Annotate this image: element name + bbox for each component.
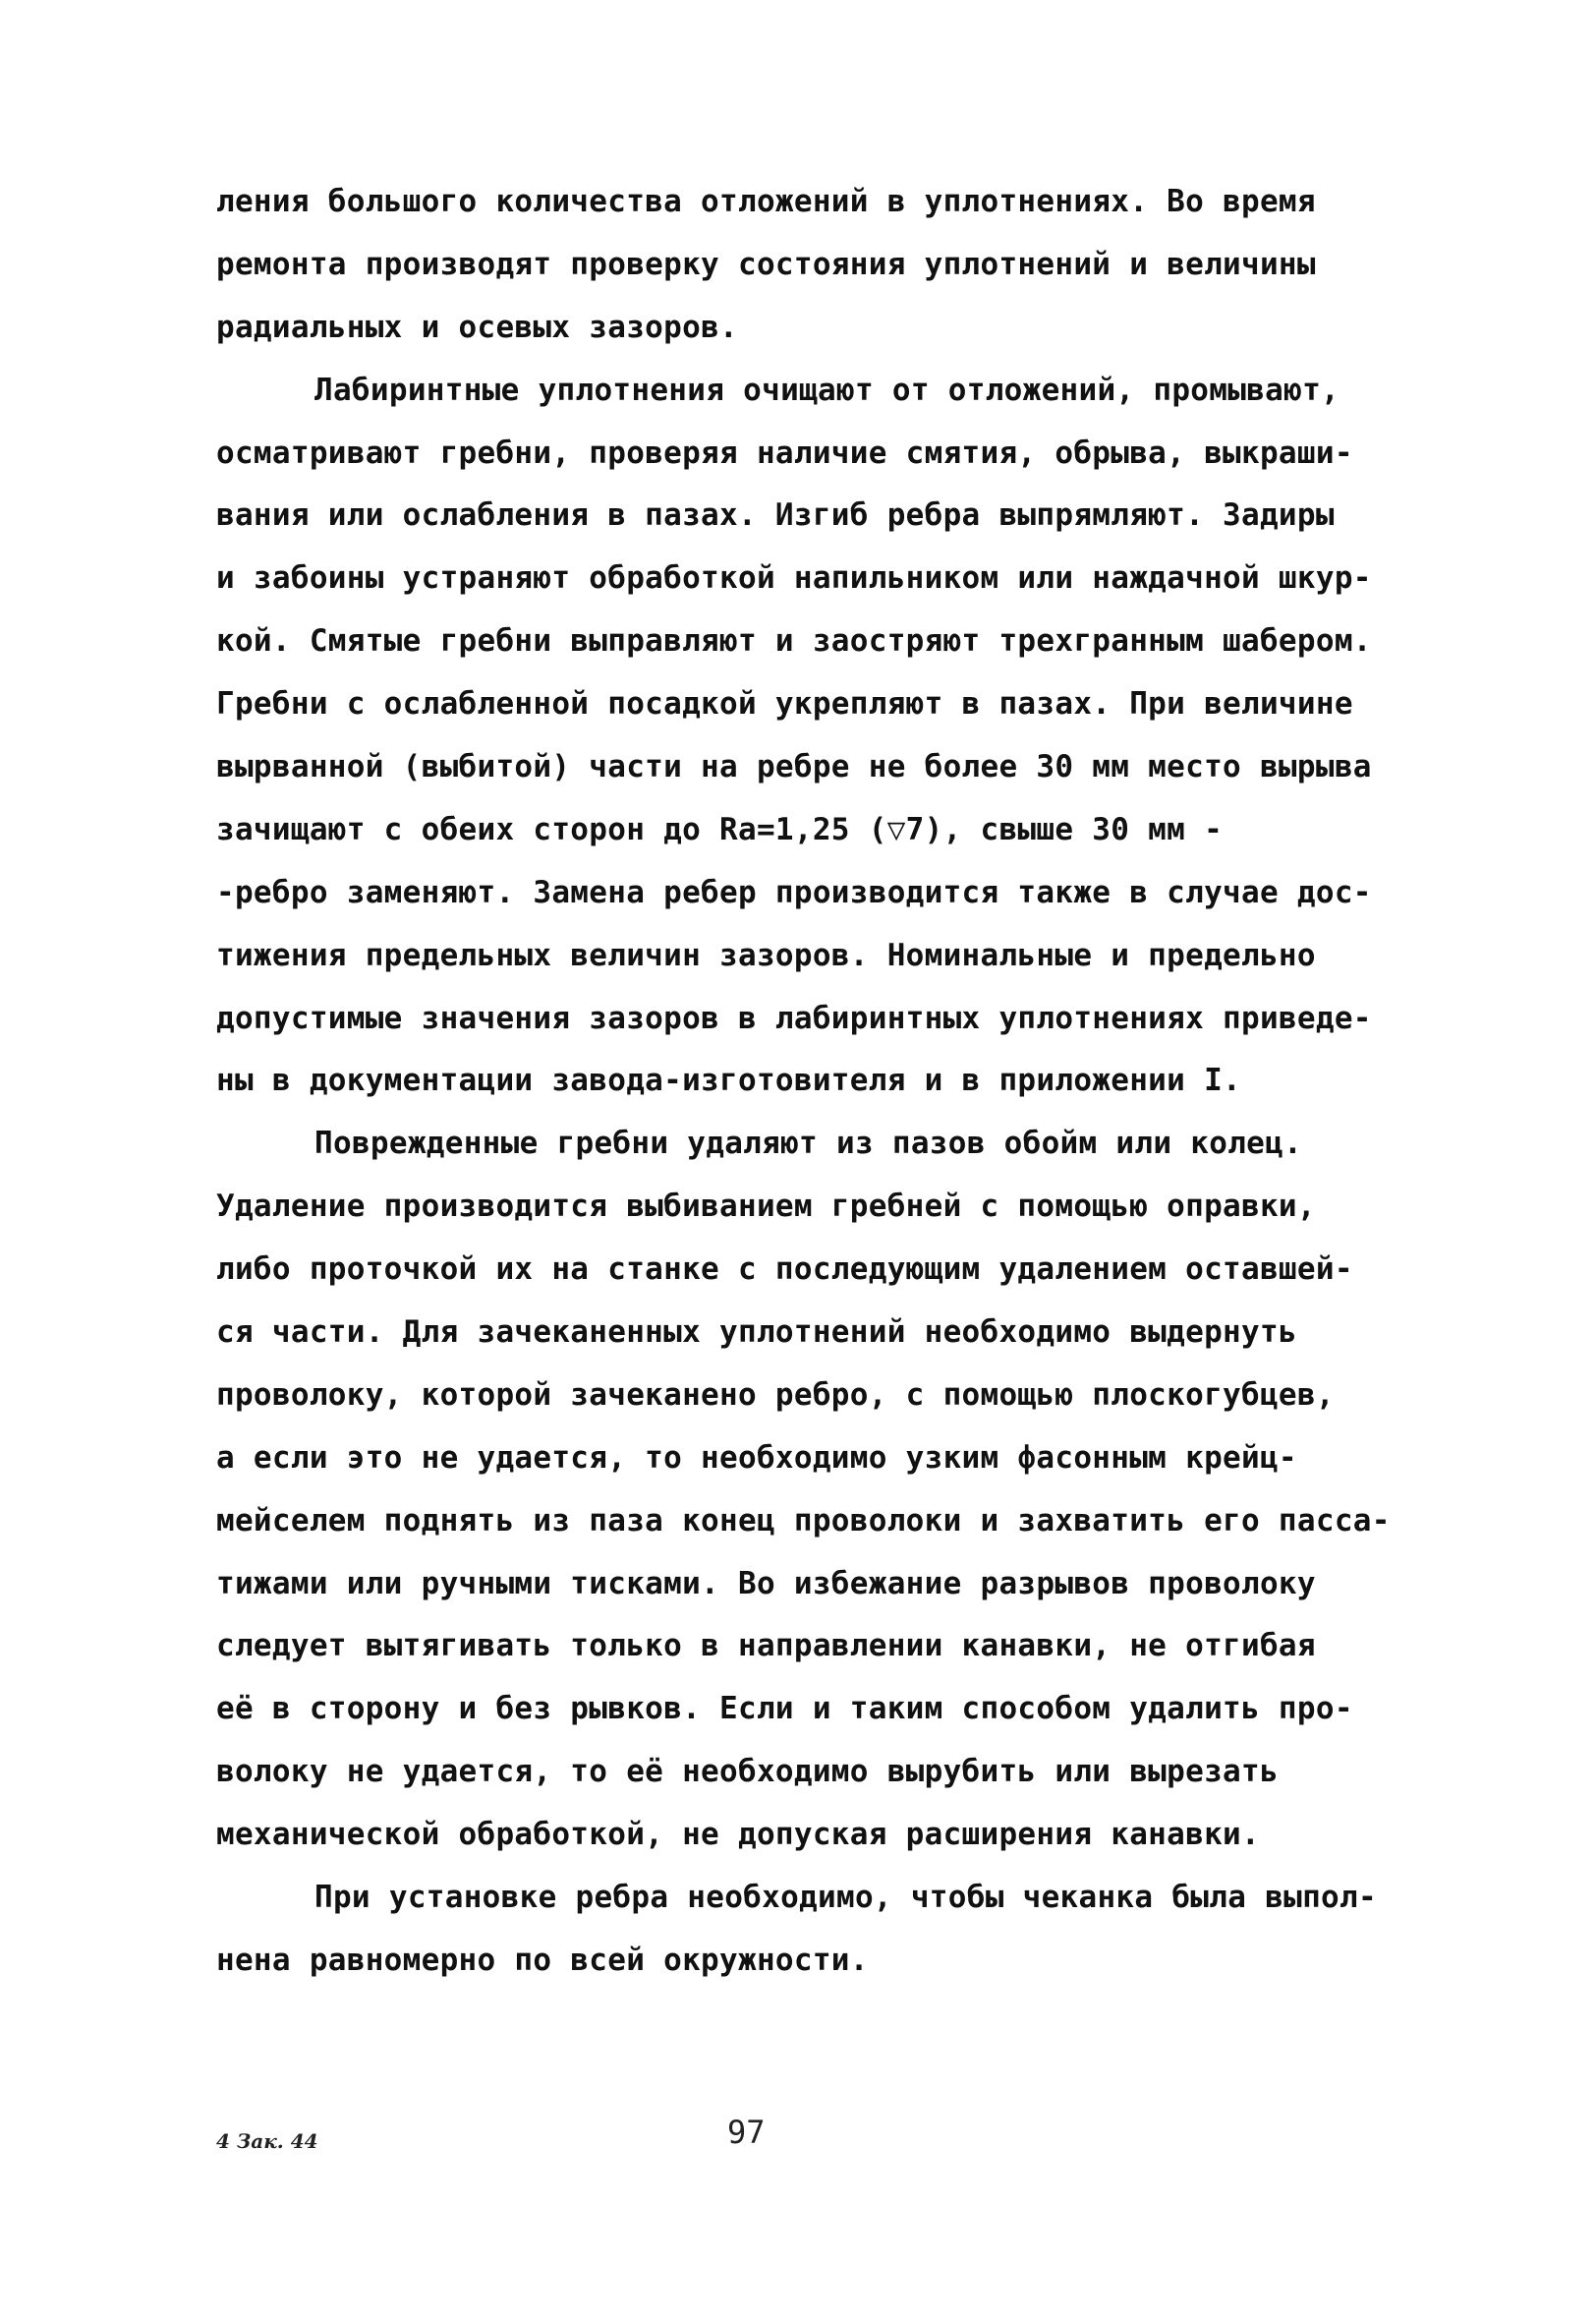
text-line: ся части. Для зачеканенных уплотнений необходимо выдернуть <box>216 1314 1297 1351</box>
text-line: допустимые значения зазоров в лабиринтных уплотнениях приведе- <box>216 1000 1372 1036</box>
paragraph-start-line: Поврежденные гребни удаляют из пазов обойм или колец. <box>314 1126 1303 1162</box>
text-line: ления большого количества отложений в уплотнениях. Во время <box>216 184 1316 219</box>
text-line: нена равномерно по всей окружности. <box>216 1942 869 1978</box>
text-line: проволоку, которой зачеканено ребро, с помощью плоскогубцев, <box>216 1376 1335 1413</box>
text-line: вания или ослабления в пазах. Изгиб ребра выпрямляют. Задиры <box>216 497 1335 534</box>
body-text <box>216 171 1405 1993</box>
text-line: зачищают с обеих сторон до Ra=1,25 (▽7), свыше 30 мм - <box>216 811 1224 847</box>
text-line: осматривают гребни, проверяя наличие смятия, обрыва, выкраши- <box>216 435 1353 471</box>
text-line: механической обработкой, не допуская расширения канавки. <box>216 1817 1260 1853</box>
text-line: волоку не удается, то её необходимо вырубить или вырезать <box>216 1754 1279 1790</box>
text-line: Удаление производится выбиванием гребней с помощью оправки, <box>216 1189 1316 1225</box>
text-line: кой. Смятые гребни выправляют и заостряют трехгранным шабером. <box>216 623 1372 660</box>
text-line: тижения предельных величин зазоров. Номинальные и предельно <box>216 937 1316 973</box>
text-line: Гребни с ослабленной посадкой укрепляют в пазах. При величине <box>216 686 1353 723</box>
paragraph-start-line: При установке ребра необходимо, чтобы чеканка была выпол- <box>314 1880 1377 1916</box>
text-line: ремонта производят проверку состояния уплотнений и величины <box>216 246 1316 282</box>
text-line: и забоины устраняют обработкой напильником или наждачной шкур- <box>216 560 1372 597</box>
text-line: вырванной (выбитой) части на ребре не более 30 мм место вырыва <box>216 749 1372 785</box>
text-line: ны в документации завода-изготовителя и в приложении I. <box>216 1063 1241 1099</box>
text-line: мейселем поднять из паза конец проволоки и захватить его пасса- <box>216 1502 1391 1538</box>
page-number: 97 <box>727 2114 766 2151</box>
text-line: -ребро заменяют. Замена ребер производится также в случае дос- <box>216 874 1372 910</box>
order-note: 4 Зак. 44 <box>216 2129 318 2153</box>
paragraph-start-line: Лабиринтные уплотнения очищают от отложений, промывают, <box>314 372 1340 408</box>
text-line: её в сторону и без рывков. Если и таким способом удалить про- <box>216 1691 1353 1727</box>
text-line: тижами или ручными тисками. Во избежание разрывов проволоку <box>216 1565 1316 1601</box>
text-line: а если это не удается, то необходимо узким фасонным крейц- <box>216 1439 1297 1476</box>
text-line: либо проточкой их на станке с последующим удалением оставшей- <box>216 1251 1353 1288</box>
text-line: следует вытягивать только в направлении канавки, не отгибая <box>216 1628 1316 1664</box>
text-line: радиальных и осевых зазоров. <box>216 309 738 345</box>
